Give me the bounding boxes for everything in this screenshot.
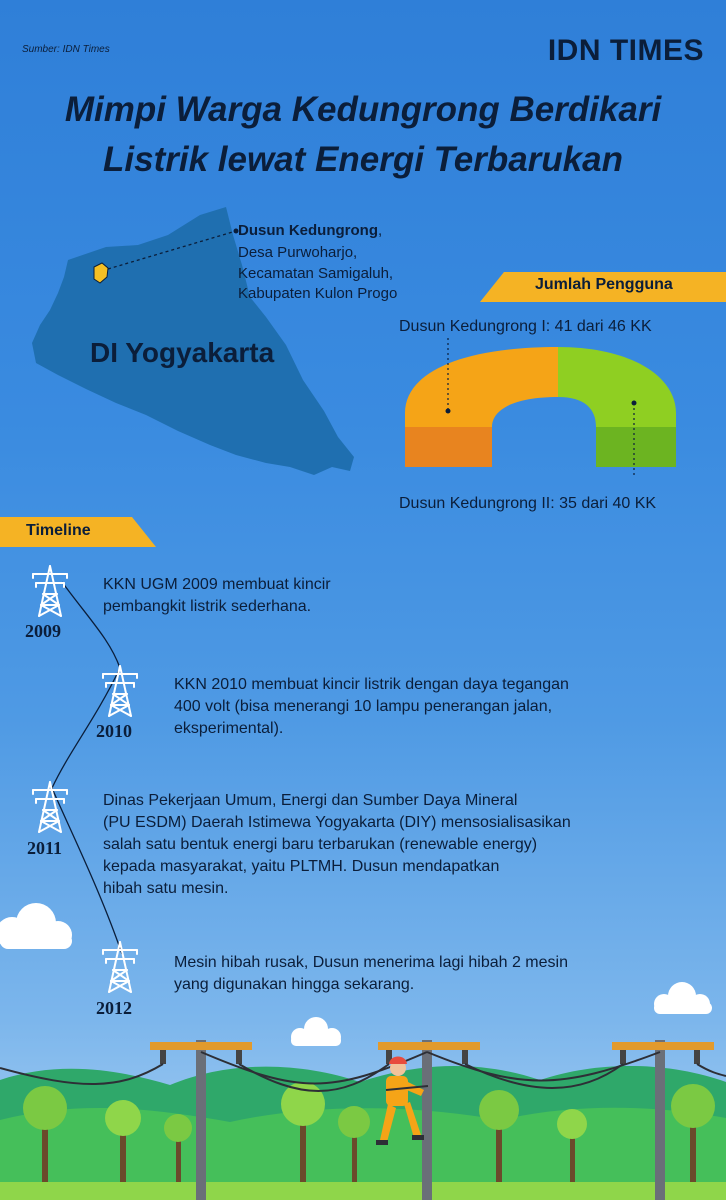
timeline-year-2011: 2011	[27, 838, 63, 858]
tower-icon	[100, 664, 140, 718]
timeline-year-2012: 2012	[96, 998, 132, 1018]
source-credit: Sumber: IDN Times	[22, 44, 110, 55]
users-arch-chart	[400, 335, 686, 475]
location-kabupaten: Kabupaten Kulon Progo	[238, 285, 398, 302]
location-name-bold: Dusun Kedungrong	[238, 222, 378, 239]
timeline-text-line: yang digunakan hingga sekarang.	[174, 976, 415, 993]
tower-icon	[30, 780, 70, 834]
timeline-text-line: 400 volt (bisa menerangi 10 lampu penerangan jalan,	[174, 698, 553, 715]
timeline-text-line: kepada masyarakat, yaitu PLTMH. Dusun mendapatkan	[103, 858, 500, 875]
tower-icon	[100, 940, 140, 994]
timeline-year-2010: 2010	[96, 721, 132, 741]
timeline-text-line: (PU ESDM) Daerah Istimewa Yogyakarta (DIY) mensosialisasikan	[103, 814, 571, 831]
timeline-text-line: KKN 2010 membuat kincir listrik dengan daya tegangan	[174, 676, 569, 693]
location-kecamatan: Kecamatan Samigaluh,	[238, 265, 394, 282]
arch-pointer-dot-dusun1	[446, 409, 451, 414]
location-name-comma: ,	[377, 222, 383, 239]
ground	[0, 1182, 726, 1200]
timeline-text-line: Mesin hibah rusak, Dusun menerima lagi hibah 2 mesin	[174, 954, 568, 971]
power-line-scene	[0, 990, 726, 1200]
page-title-line1: Mimpi Warga Kedungrong Berdikari	[64, 90, 662, 129]
timeline-text-2009	[103, 574, 331, 618]
cloud-left-icon	[0, 895, 80, 955]
users-dusun1: Dusun Kedungrong I: 41 dari 46 KK	[399, 318, 652, 335]
timeline-text-line: hibah satu mesin.	[103, 880, 229, 897]
brand-logo-bold: IDN	[547, 34, 601, 67]
page-title-line2: Listrik lewat Energi Terbarukan	[103, 140, 623, 179]
region-label: DI Yogyakarta	[90, 337, 275, 368]
timeline-heading: Timeline	[26, 522, 91, 539]
timeline-year-2009: 2009	[25, 621, 61, 641]
arch-segment-dusun1	[405, 347, 558, 427]
timeline-text-2011	[103, 790, 571, 900]
timeline-text-2010	[174, 674, 569, 740]
tower-icon	[30, 564, 70, 618]
arch-segment-dusun2	[558, 347, 676, 427]
timeline-text-line: pembangkit listrik sederhana.	[103, 598, 312, 615]
timeline-text-line: eksperimental).	[174, 720, 284, 737]
timeline-text-line: Dinas Pekerjaan Umum, Energi dan Sumber Daya Mineral	[103, 792, 518, 809]
location-desa: Desa Purwoharjo,	[238, 244, 358, 261]
arch-base-dusun1	[405, 427, 492, 467]
brand-logo	[548, 34, 704, 68]
timeline-text-line: KKN UGM 2009 membuat kincir	[103, 576, 331, 593]
arch-pointer-dot-dusun2	[632, 401, 637, 406]
brand-logo-rest: TIMES	[600, 34, 704, 67]
users-heading: Jumlah Pengguna	[535, 276, 673, 293]
users-dusun2: Dusun Kedungrong II: 35 dari 40 KK	[399, 495, 657, 512]
timeline-text-line: salah satu bentuk energi baru terbarukan (renewable energy)	[103, 836, 538, 853]
location-name	[238, 222, 382, 239]
arch-base-dusun2	[596, 427, 676, 467]
